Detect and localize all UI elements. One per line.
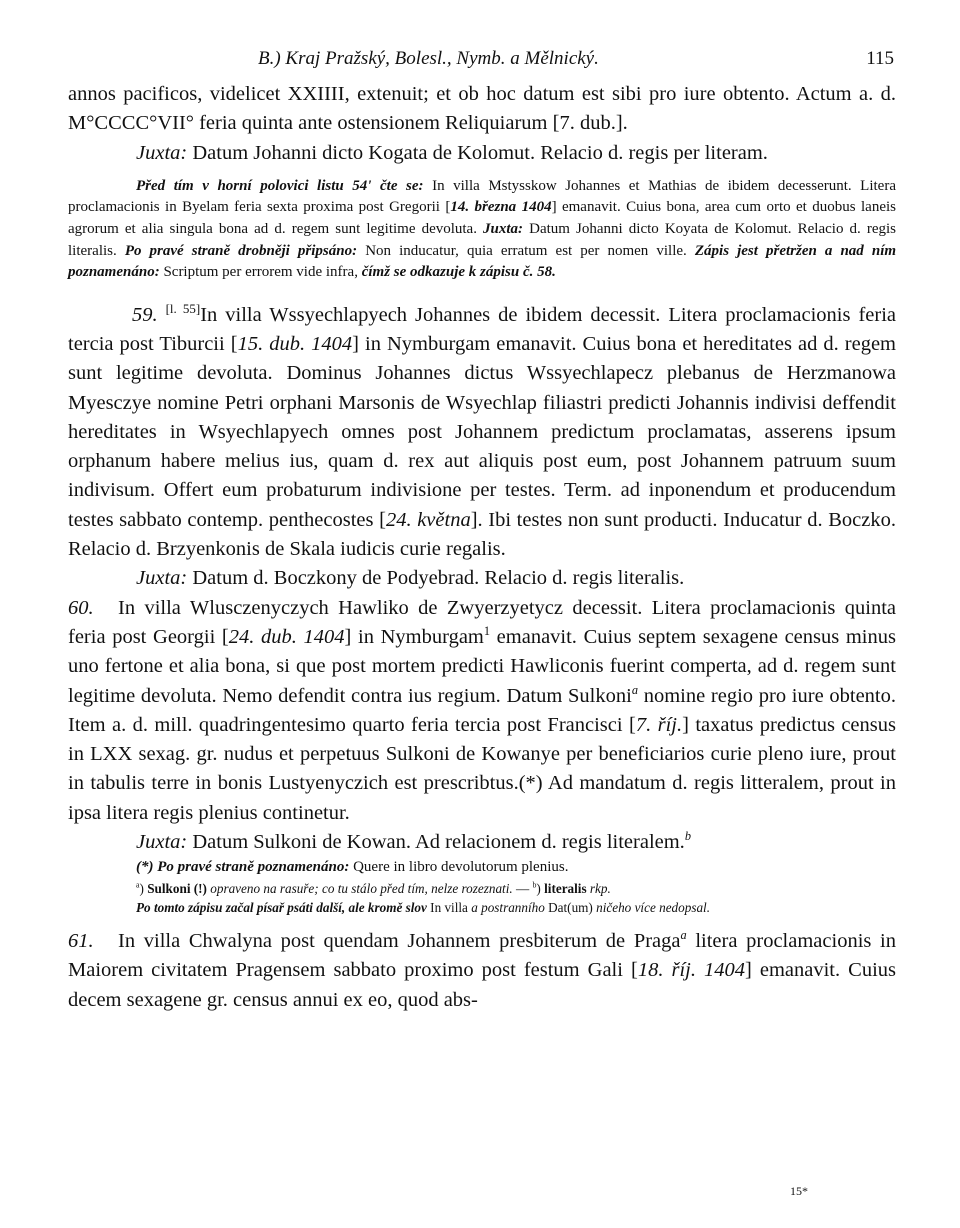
footnote-text: literalis [544,880,587,896]
entry-date: 7. říj. [635,713,683,736]
note-label: Po pravé straně drobněji připsáno: [124,242,358,259]
footnote-text: In villa [430,899,468,915]
footnote-text: rkp. [589,880,611,896]
footnote-text: a postranního [471,899,545,915]
note-text: Datum Johanni dicto Koyata de Kolomut. Relacio d. regis literalis. [68,221,896,259]
entry-text: ] taxatus predictus census in LXX sexag. gr. nudus et perpetuus Sulkoni de Kowanye per beneficiarios curie pleno iure, prout in tabulis terre in bonis Lustyenyczich est prescribtus.(*) Ad mandatum d. regis litteralem, prout in ipsa litera regis plenius continetur. [68,713,896,824]
juxta-text: Datum d. Boczkony de Podyebrad. Relacio d. regis literalis. [192,567,685,590]
entry-text: In villa Chwalyna post quendam Johannem presbiterum de Praga [118,929,681,952]
paragraph-continuation [68,80,896,139]
footnote-a-b: $^a$) Sulkoni (!) opraveno na rasuře; co tu stálo před tím, nelze rozeznati. — $^b$) literalis rkp. [136,880,611,896]
footnote-text: Dat(um) [548,899,593,915]
footnote-marker: 1 [483,624,491,639]
juxta-text: Datum Johanni dicto Kogata de Kolomut. Relacio d. regis per literam. [192,141,768,164]
note-text: Non inducatur, quia erratum est per nomen ville. [365,242,687,259]
juxta-line [68,139,896,168]
marginal-note [68,857,896,879]
entry-number: 59. [132,303,158,326]
paragraph-text: annos pacificos, videlicet XXIIII, extenuit; et ob hoc datum est sibi pro iure obtento. Actum a. d. M°CCCC°VII° feria quinta ante ostensionem Reliquiarum [7. dub.]. [68,83,896,135]
entry-text: litera proclamacionis in Maiorem civitatem Pragensem sabbato proximo post festum Gali [ [68,929,896,982]
page-number: 115 [866,48,894,69]
entry-date: 18. říj. 1404 [637,959,745,982]
juxta-label: Juxta: [136,831,188,854]
entry-text: In villa Wssyechlapyech Johannes de ibidem decessit. Litera proclamacionis feria tercia post Tiburcii [ [68,303,896,355]
note-text: In villa Mstysskow Johannes et Mathias de ibidem decesserunt. Litera proclamacionis in Byelam feria sexta proxima post Gregorii [ [68,177,896,216]
juxta-line [68,828,896,857]
footnote-text: Po tomto zápisu začal písař psáti další, ale kromě slov [136,899,427,915]
note-label: Zápis jest přetržen a nad ním poznamenáno: [68,242,897,281]
note-label: (*) Po pravé straně poznamenáno: [136,859,350,876]
entry-date: 24. dub. 1404 [228,625,345,648]
juxta-line [68,564,896,593]
note-text: ] emanavit. Cuius bona, area cum orto et duobus laneis agrorum et alia singula bona ad d. regem sunt legitime devoluta. [68,199,896,238]
footnote-text: Sulkoni (!) [147,880,207,896]
note-text: Quere in libro devolutorum plenius. [353,859,569,876]
juxta-label: Juxta: [483,221,524,238]
entry-text: ] in Nymburgam emanavit. Cuius bona et hereditates ad d. regem sunt legitime devoluta. Dominus Johannes dictus Wssyechlapecz plebanus de Herzmanowa Myesczye nomine Petri orphani Marsonis de Wsyechlap filiastri predicti Johannis indivisi deffendit hereditates in Wsyechlapyech omnes post Johannem predictum proclamatas, asserens ipsum orphanum habere melius ius, quam d. rex aut aliquis post eum, post Johannem patruum suum indivisum. Offert eum probaturum indivisione per testes. Term. ad inponendum et producendum testes sabbato contemp. penthecostes [ [68,332,896,531]
note-label: čímž se odkazuje k zápisu č. 58. [361,264,556,281]
juxta-text: Datum Sulkoni de Kowan. Ad relacionem d. regis literalem. [192,831,685,854]
entry-59 [68,294,896,565]
entry-text: ]. Ibi testes non sunt producti. Inducatur d. Boczko. Relacio d. Brzyenkonis de Skala iudicis curie regalis. [68,508,896,561]
entry-60 [68,594,896,828]
running-title: B.) Kraj Pražský, Bolesl., Nymb. a Mělnický. [258,48,599,69]
juxta-label: Juxta: [136,567,188,590]
juxta-label: Juxta: [136,141,188,164]
entry-number: 61. [68,929,94,952]
footnote-text: opraveno na rasuře; co tu stálo před tím, nelze rozeznati. [210,880,513,896]
entry-text: emanavit. Cuius septem sexagene census minus uno fertone et alia bona, si que post mortem predicti Hawliconis fuerint comperta, ad d. regem sunt legitime devoluta. Nemo defendit contra ius regium. Datum Sulkoni [68,625,896,707]
page [68,40,896,1015]
footnote-marker: a [680,928,687,943]
page-header [68,40,896,80]
entry-61 [68,927,896,1015]
note-text: Scriptum per errorem vide infra, [163,264,358,281]
entry-text: ] in Nymburgam [344,625,484,648]
footnote-text: ničeho více nedopsal. [596,899,711,915]
entry-text: In villa Wlusczenyczych Hawliko de Zwyerzyetycz decessit. Litera proclamacionis quinta feria post Georgii [ [68,596,896,648]
entry-text: ] emanavit. Cuius decem sexagene gr. census annui ex eo, quod abs- [68,959,896,1011]
footnote-marker: b [684,829,691,844]
entry-date: 24. května [385,508,471,531]
note-label: Před tím v horní polovici listu 54' čte se: [136,177,424,194]
signature-mark: 15* [790,1184,808,1198]
entry-date: 15. dub. 1404 [237,332,353,355]
folio-reference: [l. 55] [165,300,201,316]
editorial-note [68,176,896,284]
footnote-c [68,898,896,917]
footnote-marker: a [631,682,638,697]
note-date: 14. března 1404 [450,199,552,216]
entry-text: nomine regio pro iure obtento. Item a. d. mill. quadringentesimo quarto feria tercia post Francisci [ [68,684,896,736]
entry-number: 60. [68,596,94,619]
